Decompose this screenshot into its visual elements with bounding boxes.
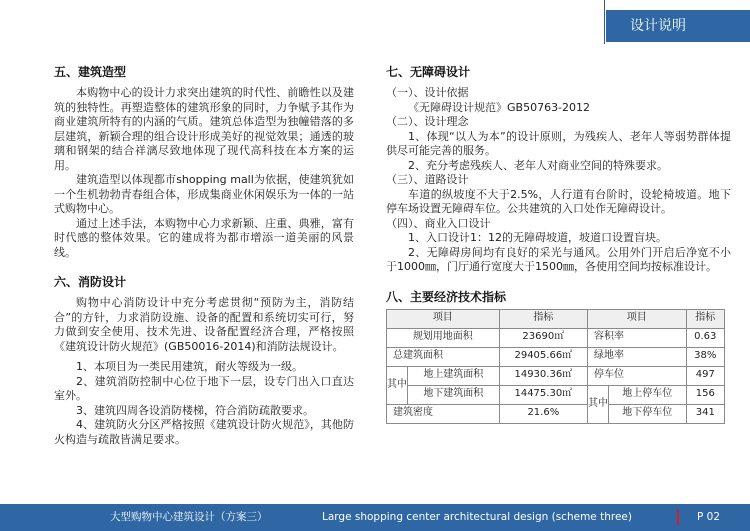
table-cell: 绿地率 (588, 347, 687, 366)
table-row (387, 404, 725, 423)
list-item: 车道的纵坡度不大于2.5%，人行道有台阶时，设轮椅坡道。地下停车场设置无障碍车位。公共建筑的入口处作无障碍设计。 (386, 187, 731, 215)
table-cell: 停车位 (588, 366, 687, 385)
list-item: 3、建筑四周各设消防楼梯，符合消防疏散要求。 (76, 403, 314, 417)
table-cell-merged: 其中 (588, 385, 609, 423)
table-cell: 38% (686, 347, 724, 366)
list-item: 4、建筑防火分区严格按照《建筑设计防火规范》，其他防火构造与疏散皆满足要求。 (54, 418, 354, 446)
table-cell: 21.6% (499, 404, 587, 423)
table-row (387, 385, 725, 404)
list-item: 《无障碍设计规范》GB50763-2012 (408, 100, 591, 114)
table-cell: 地下停车位 (609, 404, 687, 423)
list-item: 2、充分考虑残疾人、老年人对商业空间的特殊要求。 (408, 158, 668, 172)
list-item: （三）、道路设计 (386, 173, 469, 186)
table-header-row (387, 309, 725, 328)
header-divider-line (604, 0, 605, 44)
page-marker (677, 510, 679, 525)
table-row (387, 347, 725, 366)
list-item: 1、入口设计1：12的无障碍坡道，坡道口设置盲块。 (408, 231, 667, 244)
table-cell: 29405.66㎡ (499, 347, 587, 366)
table-row (387, 366, 725, 385)
paragraph: 本购物中心的设计力求突出建筑的时代性、前瞻性以及建筑的独特性。再塑造整体的建筑形象的同时，力争赋予其作为商业建筑所特有的内涵的气质。建筑总体造型为独幢错落的多层建筑，新颖合理的组合设计形成美好的视觉效果；通透的玻璃和钢架的结合祥漓尽致地体现了现代高科技在本方案的运用。 (54, 86, 354, 172)
table-header-cell: 指标 (499, 309, 587, 328)
table-cell: 341 (686, 404, 724, 423)
table-header-cell: 项目 (588, 309, 687, 328)
left-column (54, 64, 354, 447)
table-cell: 14475.30㎡ (499, 385, 587, 404)
list-item: 1、体现“以人为本”的设计原则，为残疾人、老年人等弱势群体提供尽可能完善的服务。 (386, 129, 731, 157)
list-item: 2、无障碍房间均有良好的采光与通风。公用外门开启后净宽不小于1000㎜，门厅通行宽度大于1500㎜，各使用空间均按标准设计。 (386, 245, 731, 273)
list-item: （四）、商业入口设计 (386, 216, 491, 230)
table-cell: 497 (686, 366, 724, 385)
list-item: 2、建筑消防控制中心位于地下一层，设专门出入口直达室外。 (54, 374, 354, 402)
indicator-table (386, 309, 725, 424)
table-cell-merged: 其中 (387, 366, 408, 404)
footer-title-cn: 大型购物中心建筑设计（方案三） (110, 511, 268, 523)
footer-title-en: Large shopping center architectural design (scheme three) (322, 511, 632, 523)
paragraph: 建筑造型以体现都市shopping mall为依据，使建筑犹如一个生机勃勃青春组合体，形成集商业休闲娱乐为一体的一站式购物中心。 (54, 173, 354, 215)
list-item: （二）、设计理念 (386, 115, 469, 128)
section-heading-architecture: 五、建筑造型 (54, 65, 127, 79)
table-header-cell: 指标 (686, 309, 724, 328)
table-cell: 建筑密度 (387, 404, 500, 423)
list-item: 1、本项目为一类民用建筑，耐火等级为一级。 (76, 360, 303, 373)
footer-bar (0, 504, 750, 531)
section-heading-indicators: 八、主要经济技术指标 (386, 289, 507, 304)
table-cell: 156 (686, 385, 724, 404)
table-cell: 14930.36㎡ (499, 366, 587, 385)
paragraph: 通过上述手法，本购物中心力求新颖、庄重、典雅，富有时代感的整体效果。它的建成将为都市增添一道美丽的风景线。 (54, 216, 354, 259)
page-number: P 02 (697, 511, 721, 523)
right-column (386, 64, 731, 424)
table-cell: 地上停车位 (609, 385, 687, 404)
table-cell: 地下建筑面积 (408, 385, 500, 404)
table-row (387, 328, 725, 347)
table-cell: 容积率 (588, 328, 687, 347)
table-cell: 总建筑面积 (387, 347, 500, 366)
table-header-cell: 项目 (387, 309, 500, 328)
table-cell: 0.63 (686, 328, 724, 347)
page-title: 设计说明 (606, 10, 750, 42)
section-heading-accessibility: 七、无障碍设计 (386, 65, 471, 79)
paragraph: 购物中心消防设计中充分考虑贯彻“预防为主，消防结合”的方针，力求消防设施、设备的配置和系统切实可行，努力做到安全使用、技术先进、设备配置经济合理，严格按照《建筑设计防火规范》(GB50016-2014)和消防法规设计。 (54, 296, 354, 353)
section-heading-fire: 六、消防设计 (54, 275, 127, 289)
table-cell: 规划用地面积 (387, 328, 500, 347)
table-cell: 地上建筑面积 (408, 366, 500, 385)
table-cell: 23690㎡ (499, 328, 587, 347)
list-item: （一）、设计依据 (386, 86, 469, 99)
